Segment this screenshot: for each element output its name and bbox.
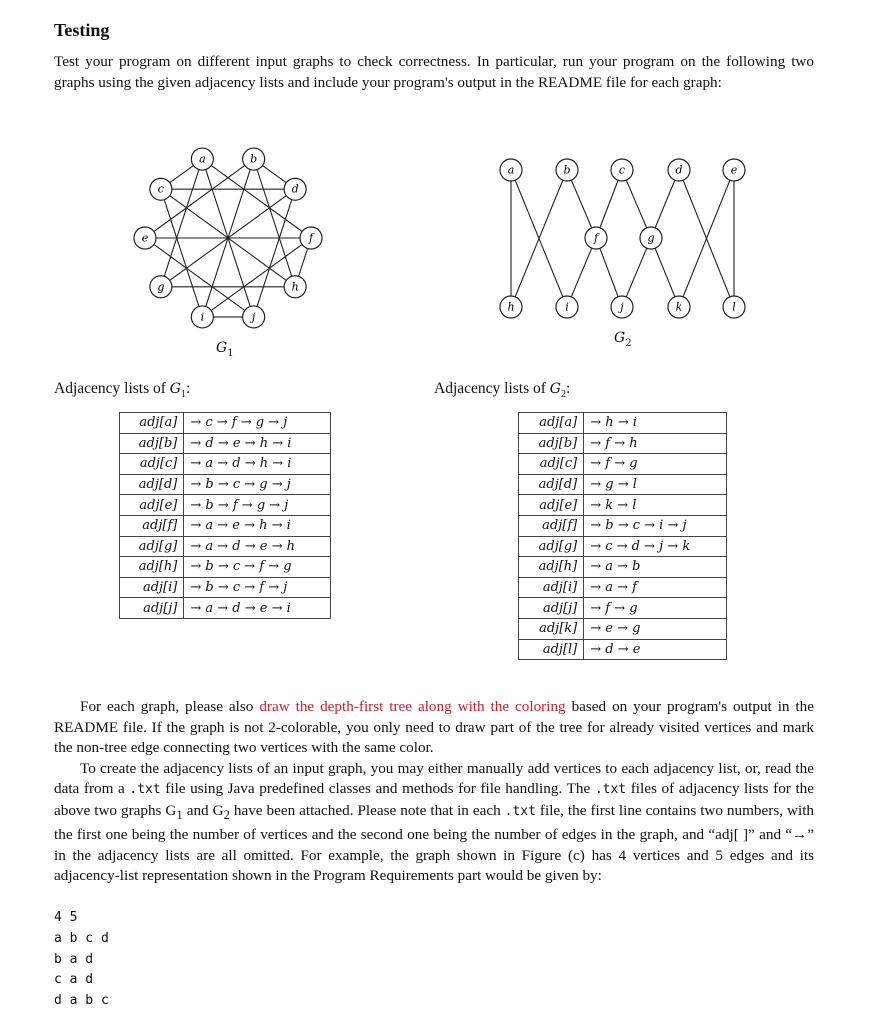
adj-key: adj[a] [120,413,184,434]
adj-row [519,454,727,475]
adj-key: adj[b] [519,433,584,454]
adj-key: adj[j] [120,598,184,619]
adj-list: → f → h [584,433,727,454]
adj-row [120,433,331,454]
vertex-e [134,227,156,249]
code-line: a b c d [54,930,109,946]
vertex-a [191,148,213,170]
adj-list: → e → g [584,618,727,639]
code-line: d a b c [54,993,109,1009]
adjacency-file-paragraph: To create the adjacency lists of an input graph, you may either manually add vertices to each adjacency list, or, read the data from a .txt file using Java predefined classes and methods for file handling. The .txt files of adjacency lists for the above two graphs $G_1$ and $G_2$ have been attached. Please note that in each .txt file, the first line contains two numbers, with the first one being the number of vertices and the second one being the number of edges in the graph, and “adj[ ]” and “→” in the adjacency lists are all omitted. For example, the graph shown in Figure (c) has 4 vertices and 5 edges and its adjacency-list representation shown in the Program Requirements part would be given by: [54,759,815,885]
graph-g1 [120,140,340,340]
adj-key: adj[g] [120,536,184,557]
adj-key: adj[f] [120,515,184,536]
code-line: c a d [54,972,94,988]
adj-key: adj[b] [120,433,184,454]
adj-row [519,474,727,495]
svg-text:b: b [250,152,258,166]
vertex-d [668,159,690,181]
vertex-c [150,178,172,200]
adj-key: adj[j] [519,598,584,619]
adj-row [120,557,331,578]
svg-text:e: e [141,231,149,245]
code-line: b a d [54,951,94,967]
svg-text:j: j [251,310,256,324]
section-heading: Testing [54,20,110,40]
adj-list: → b → c → i → j [584,515,727,536]
svg-text:h: h [507,300,515,314]
edge-c-i [161,189,203,317]
adj-list: → f → g [584,454,727,475]
adj-row [120,598,331,619]
adj-key: adj[k] [519,618,584,639]
adj-key: adj[i] [120,577,184,598]
adj-list: → b → c → g → j [184,474,331,495]
adj-key: adj[d] [519,474,584,495]
svg-text:d: d [291,182,299,196]
vertex-k [668,296,690,318]
vertex-b [243,148,265,170]
svg-text:c: c [157,182,164,196]
adj-row [120,515,331,536]
adj-list: → b → c → f → j [184,577,331,598]
adj-key: adj[f] [519,515,584,536]
adj-list: → a → d → e → i [184,598,331,619]
adj-g1-table [119,412,331,619]
svg-text:l: l [732,300,736,314]
adj-key: adj[g] [519,536,584,557]
vertex-g [150,276,172,298]
adj-list: → a → d → h → i [184,454,331,475]
adj-key: adj[d] [120,474,184,495]
vertex-j [611,296,633,318]
code-line: 4 5 [54,910,78,925]
adj-key: adj[a] [519,413,584,434]
adj-row [120,577,331,598]
graph-g2-label: $G_2$ [614,330,632,349]
edge-b-h [254,159,296,287]
edge-d-j [254,189,296,317]
vertex-e [723,159,745,181]
vertex-d [284,178,306,200]
adj-row [120,413,331,434]
adj-list: → d → e [584,639,727,660]
svg-text:g: g [157,280,165,294]
adj-list: → f → g [584,598,727,619]
adj-list: → b → c → f → g [184,557,331,578]
adj-key: adj[c] [519,454,584,475]
vertex-f [585,227,607,249]
adj-list: → a → b [584,557,727,578]
adj-key: adj[i] [519,577,584,598]
graph-g2 [490,150,760,325]
adj-key: adj[h] [519,557,584,578]
vertex-h [284,276,306,298]
adj-row [120,536,331,557]
adj-row [120,454,331,475]
intro-paragraph: Test your program on different input graphs to check correctness. In particular, run your program on the following two graphs using the given adjacency lists and include your program's output in the README file for each graph: [54,53,814,91]
edge-a-g [161,159,203,287]
adj-key: adj[h] [120,557,184,578]
vertex-b [556,159,578,181]
coloring-paragraph: For each graph, please also draw the depth-first tree along with the coloring based on your program's output in the README file. If the graph is not 2-colorable, you only need to draw part of the tree for already visited vertices and mark the non-tree edge connecting two vertices with the same color. [54,698,814,756]
adj-key: adj[e] [120,495,184,516]
adj-list: → c → f → g → j [184,413,331,434]
adj-list: → d → e → h → i [184,433,331,454]
svg-text:j: j [620,300,624,314]
adj-row [120,495,331,516]
vertex-l [723,296,745,318]
adj-row [519,639,727,660]
adj-list: → g → l [584,474,727,495]
adj-list: → a → f [584,577,727,598]
adj-list: → a → d → e → h [184,536,331,557]
vertex-c [611,159,633,181]
svg-text:h: h [291,280,299,294]
vertex-h [500,296,522,318]
highlight-text: draw the depth-first tree along with the coloring [259,698,566,715]
adj-list: → h → i [584,413,727,434]
svg-text:k: k [675,300,683,314]
adj-row [519,515,727,536]
svg-text:i: i [200,310,205,324]
adj-row [519,577,727,598]
svg-text:a: a [199,152,206,166]
adj-list: → k → l [584,495,727,516]
svg-text:d: d [675,163,683,177]
svg-text:f: f [308,231,314,245]
adj-row [519,495,727,516]
adj-key: adj[c] [120,454,184,475]
adj-g2-table [518,412,727,660]
vertex-f [300,227,322,249]
svg-text:f: f [593,231,599,245]
svg-text:c: c [618,163,626,177]
vertex-a [500,159,522,181]
adj-row [519,598,727,619]
adj-row [519,557,727,578]
svg-text:a: a [507,163,515,177]
instructions [54,697,814,887]
adj-list: → b → f → g → j [184,495,331,516]
vertex-i [191,306,213,328]
vertex-i [556,296,578,318]
adj-list: → c → d → j → k [584,536,727,557]
vertex-j [243,306,265,328]
adj-g1-caption: Adjacency lists of $G_1$: [54,380,191,401]
svg-text:e: e [730,163,738,177]
adj-key: adj[e] [519,495,584,516]
svg-text:g: g [647,231,655,245]
vertex-g [640,227,662,249]
adj-key: adj[l] [519,639,584,660]
adj-list: → a → e → h → i [184,515,331,536]
graph-g1-label: $G_1$ [216,340,234,359]
adj-row [519,536,727,557]
adj-row [519,433,727,454]
adj-row [519,618,727,639]
adj-row [120,474,331,495]
adj-row [519,413,727,434]
svg-text:b: b [563,163,571,177]
adj-g2-caption: Adjacency lists of $G_2$: [434,380,571,401]
svg-text:i: i [565,300,569,314]
example-input-code [54,908,109,1012]
